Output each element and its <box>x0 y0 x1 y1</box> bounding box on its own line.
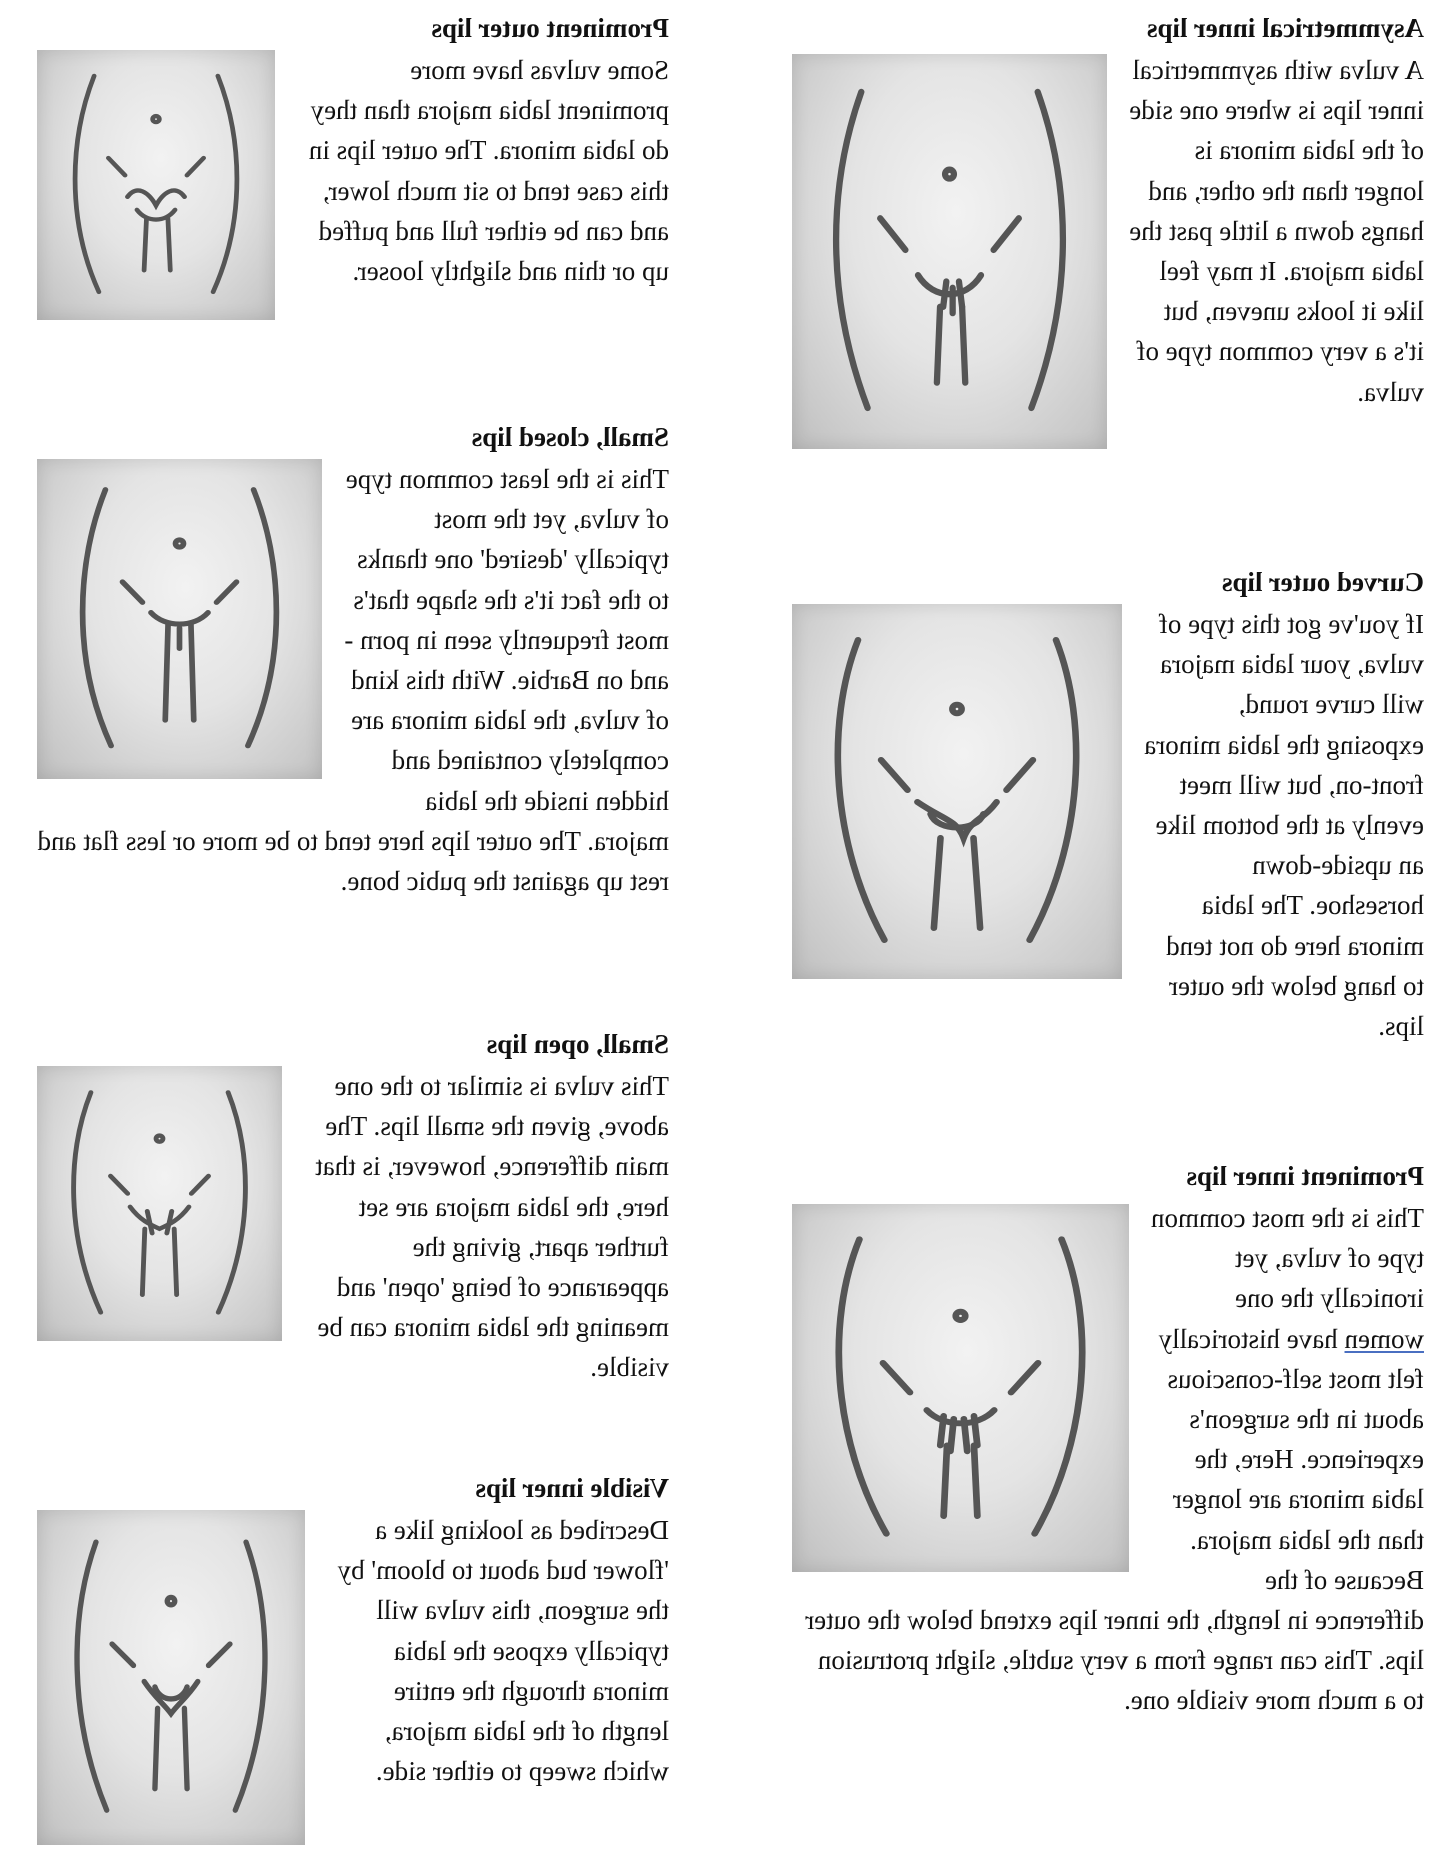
section-title: Curved outer lips <box>1221 567 1424 597</box>
section-prominent-outer-lips <box>37 12 669 324</box>
section-text: If you've got this type of vulva, your labia majora will curve round, exposing the labia minora front-on, but will meet evenly at the bottom like an upside-down horseshoe. The labia minora here do not tend to hang below the outer lips. <box>1144 609 1424 1042</box>
section-text: Described as looking like a 'flower bud about to bloom' by the surgeon, this vulva will typically expose the labia minora through the entire length of the labia majora, which sweep to either side. <box>337 1515 669 1787</box>
illustration-visible-inner-lips <box>37 1510 305 1845</box>
section-text: Some vulvas have more prominent labia majora than they do labia minora. The outer lips in this case tend to sit much lower, and can be either full and puffed up or thin and slightly looser. <box>308 55 669 287</box>
illustration-asymmetrical-inner-lips <box>792 54 1107 449</box>
section-text: This is the most common type of vulva, yet ironically the one women have historically felt most self-conscious about in the surgeon's experience. Here, the labia minora are longer than the labia majora. Because of the difference in length, the inner lips extend below the outer lips. This can range from a very subtle, slight protrusion to a much more visible one. <box>805 1203 1424 1716</box>
section-text: This vulva is similar to the one above, given the small lips. The main difference, however, is that here, the labia majora are set further apart, giving the appearance of being 'open' and meaning the labia minora can be visible. <box>315 1071 669 1383</box>
illustration-prominent-outer-lips <box>37 50 275 320</box>
section-text: This is the least common type of vulva, yet the most typically 'desired' one thanks to the fact it's the shape that's most frequently seen in porn - and on Barbie. With this kind of vulva, the labia minora are completely contained and hidden inside the labia majora. The outer lips here tend to be more or less flat and rest up against the pubic bone. <box>37 464 669 897</box>
illustration-prominent-inner-lips <box>792 1204 1129 1572</box>
section-visible-inner-lips <box>37 1472 669 1849</box>
section-title: Visible inner lips <box>475 1473 669 1503</box>
section-title: Small, closed lips <box>471 422 669 452</box>
section-small-open-lips <box>37 1028 669 1388</box>
section-title: Asymmetrical inner lips <box>1147 13 1424 43</box>
illustration-small-closed-lips <box>37 459 322 779</box>
section-small-closed-lips <box>37 421 669 901</box>
section-prominent-inner-lips <box>792 1160 1424 1721</box>
women-link[interactable]: women <box>1344 1323 1424 1354</box>
illustration-curved-outer-lips <box>792 604 1122 979</box>
section-curved-outer-lips <box>792 566 1424 1046</box>
section-title: Prominent outer lips <box>431 13 669 43</box>
section-asymmetrical-inner-lips <box>792 12 1424 453</box>
illustration-small-open-lips <box>37 1066 282 1341</box>
section-text: A vulva with asymmetrical inner lips is where one side of the labia minora is longer than the other, and hangs down a little past the labia majora. It may feel like it looks uneven, but it's a very common type of vulva. <box>1129 55 1424 407</box>
section-title: Prominent inner lips <box>1186 1161 1424 1191</box>
section-title: Small, open lips <box>486 1029 669 1059</box>
